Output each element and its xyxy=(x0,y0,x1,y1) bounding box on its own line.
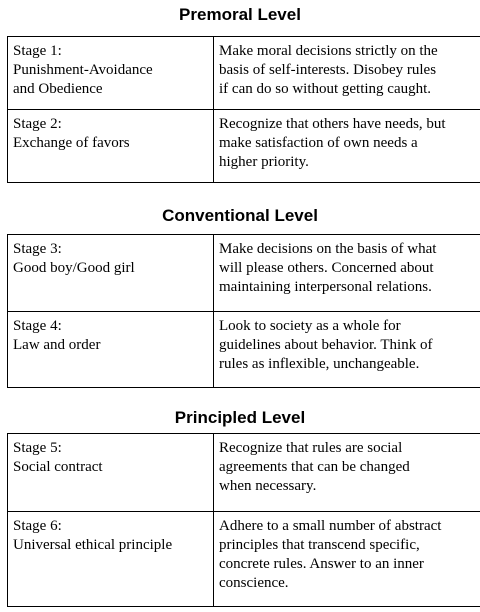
stage-description-line: Recognize that others have needs, but xyxy=(219,116,446,132)
stage-description-cell xyxy=(214,235,480,312)
stage-name: Exchange of favors xyxy=(13,135,130,151)
stage-description-line: if can do so without getting caught. xyxy=(219,81,432,97)
stage-description-cell xyxy=(214,37,480,110)
table-row xyxy=(8,110,480,183)
stage-description-line: maintaining interpersonal relations. xyxy=(219,279,432,295)
stage-description-cell xyxy=(214,434,480,512)
stage-name: Universal ethical principle xyxy=(13,537,173,553)
stage-cell xyxy=(8,37,214,110)
stage-cell xyxy=(8,434,214,512)
stage-description-line: guidelines about behavior. Think of xyxy=(219,337,433,353)
stage-description-line: basis of self-interests. Disobey rules xyxy=(219,62,437,78)
stage-description-line: Recognize that rules are social xyxy=(219,440,403,456)
table-row xyxy=(8,434,480,512)
stage-name: and Obedience xyxy=(13,81,103,97)
stage-description-line: conscience. xyxy=(219,575,289,591)
stage-description-cell xyxy=(214,512,480,607)
stage-description-line: agreements that can be changed xyxy=(219,459,410,475)
stage-name: Punishment-Avoidance xyxy=(13,62,153,78)
stage-label: Stage 3: xyxy=(13,241,62,257)
premoral-level-title: Premoral Level xyxy=(179,5,301,24)
principled-level-title: Principled Level xyxy=(174,408,306,427)
stage-description-line: higher priority. xyxy=(219,154,309,170)
stage-cell xyxy=(8,235,214,312)
stage-description-line: make satisfaction of own needs a xyxy=(219,135,418,151)
stage-label: Stage 6: xyxy=(13,518,62,534)
stage-description-cell xyxy=(214,110,480,183)
stage-description-line: concrete rules. Answer to an inner xyxy=(219,556,424,572)
conventional-level-table xyxy=(7,234,480,388)
table-row xyxy=(8,312,480,388)
stage-name: Social contract xyxy=(13,459,103,475)
principled-level-table xyxy=(7,433,480,607)
table-row xyxy=(8,235,480,312)
stage-name: Law and order xyxy=(13,337,101,353)
premoral-level-table xyxy=(7,36,480,183)
stage-name: Good boy/Good girl xyxy=(13,260,135,276)
stage-description-line: Make decisions on the basis of what xyxy=(219,241,437,257)
stage-label: Stage 2: xyxy=(13,116,62,132)
conventional-level-title: Conventional Level xyxy=(162,206,318,225)
stage-description-line: rules as inflexible, unchangeable. xyxy=(219,356,420,372)
stage-cell xyxy=(8,512,214,607)
stage-description-line: Adhere to a small number of abstract xyxy=(219,518,442,534)
table-row xyxy=(8,512,480,607)
stage-description-line: principles that transcend specific, xyxy=(219,537,420,553)
stage-description-line: when necessary. xyxy=(219,478,317,494)
stage-label: Stage 5: xyxy=(13,440,62,456)
stage-description-line: will please others. Concerned about xyxy=(219,260,434,276)
stage-label: Stage 1: xyxy=(13,43,62,59)
table-row xyxy=(8,37,480,110)
stage-description-line: Make moral decisions strictly on the xyxy=(219,43,438,59)
stage-cell xyxy=(8,110,214,183)
stage-cell xyxy=(8,312,214,388)
stage-description-line: Look to society as a whole for xyxy=(219,318,401,334)
stage-description-cell xyxy=(214,312,480,388)
stage-label: Stage 4: xyxy=(13,318,62,334)
